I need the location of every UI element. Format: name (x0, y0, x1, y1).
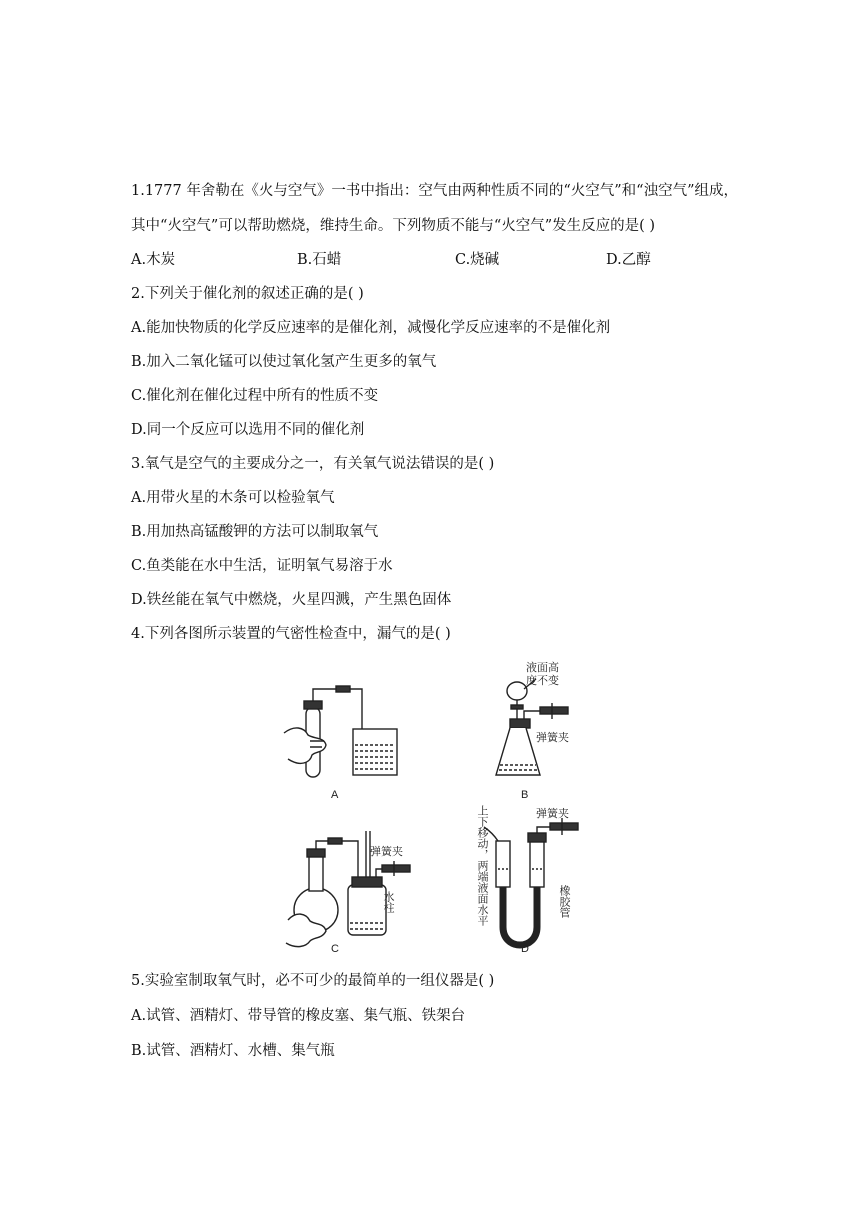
q2-option-d: D.同一个反应可以选用不同的催化剂 (131, 422, 365, 438)
q4-stem: 4.下列各图所示装置的气密性检查中，漏气的是( ) (131, 626, 451, 642)
q5-stem: 5.实验室制取氧气时，必不可少的最简单的一组仪器是( ) (131, 973, 495, 989)
q3-option-c: C.鱼类能在水中生活，证明氧气易溶于水 (131, 558, 393, 574)
apparatus-b (496, 679, 568, 775)
q2-stem: 2.下列关于催化剂的叙述正确的是( ) (131, 286, 364, 302)
q2-option-a: A.能加快物质的化学反应速率的是催化剂，减慢化学反应速率的不是催化剂 (131, 320, 611, 336)
apparatus-d (484, 818, 578, 945)
q1-stem-line1: 1.1777 年舍勒在《火与空气》一书中指出：空气由两种性质不同的“火空气”和“浊空气”组成， (131, 183, 738, 199)
c-water-column-label: 水柱 (382, 891, 394, 913)
q1-option-d: D.乙醇 (606, 252, 651, 268)
q2-option-c: C.催化剂在催化过程中所有的性质不变 (131, 388, 379, 404)
b-note-line2: 度不变 (526, 675, 559, 687)
q1-option-c: C.烧碱 (455, 252, 500, 268)
label-a: A (331, 789, 339, 801)
q3-option-b: B.用加热高锰酸钾的方法可以制取氧气 (131, 524, 379, 540)
q1-option-b: B.石蜡 (297, 252, 342, 268)
q2-option-b: B.加入二氧化锰可以使过氧化氢产生更多的氧气 (131, 354, 437, 370)
q1-stem-line2: 其中“火空气”可以帮助燃烧，维持生命。下列物质不能与“火空气”发生反应的是( ) (131, 218, 656, 234)
d-clamp-label: 弹簧夹 (536, 808, 569, 820)
apparatus-a (284, 686, 397, 777)
d-move-note: 上下移动，两端液面水平 (476, 805, 488, 926)
q3-option-d: D.铁丝能在氧气中燃烧，火星四溅，产生黑色固体 (131, 592, 452, 608)
q5-option-a: A.试管、酒精灯、带导管的橡皮塞、集气瓶、铁架台 (131, 1008, 466, 1024)
d-rubber-tube-label: 橡胶管 (558, 885, 570, 918)
c-clamp-label: 弹簧夹 (370, 846, 403, 858)
label-c: C (331, 943, 339, 955)
label-b: B (521, 789, 529, 801)
q5-option-b: B.试管、酒精灯、水槽、集气瓶 (131, 1043, 335, 1059)
b-clamp-label: 弹簧夹 (536, 732, 569, 744)
q3-stem: 3.氧气是空气的主要成分之一，有关氧气说法错误的是( ) (131, 456, 495, 472)
q1-option-a: A.木炭 (131, 252, 176, 268)
b-note-line1: 液面高 (526, 662, 559, 674)
q3-option-a: A.用带火星的木条可以检验氧气 (131, 490, 335, 506)
label-d: D (521, 943, 529, 955)
q4-apparatus-figure (270, 655, 600, 960)
